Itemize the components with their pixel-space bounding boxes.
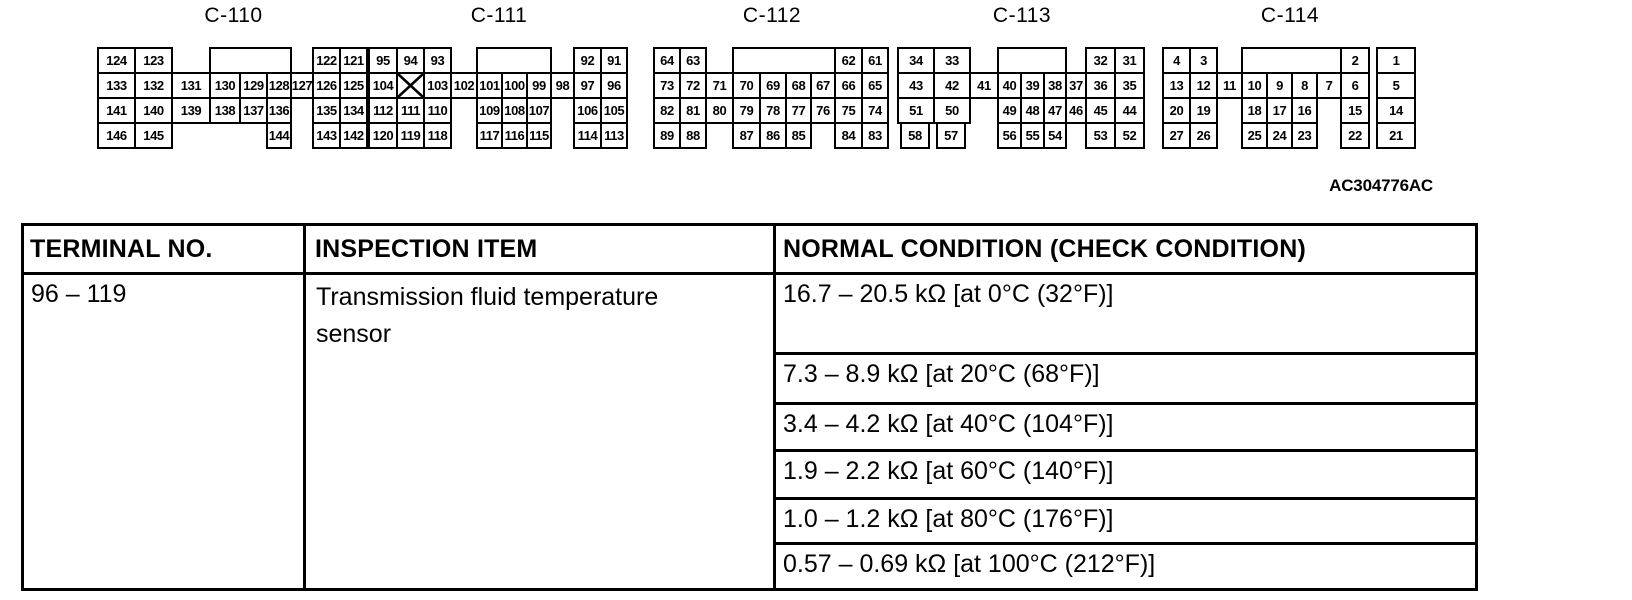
terminal-52: 52 — [1114, 122, 1145, 149]
terminal-83: 83 — [861, 122, 889, 149]
terminal-93: 93 — [423, 47, 452, 74]
terminal-19: 19 — [1189, 97, 1218, 124]
connector-title: C-111 — [470, 4, 528, 27]
terminal-68: 68 — [785, 72, 812, 99]
terminal-24: 24 — [1266, 122, 1293, 149]
terminal-100: 100 — [501, 72, 528, 99]
condition-row: 3.4 – 4.2 kΩ [at 40°C (104°F)] — [776, 405, 1475, 452]
table-header-row — [24, 226, 1475, 275]
connector-C-110 — [97, 0, 370, 155]
terminal-119: 119 — [396, 122, 425, 149]
terminal-5: 5 — [1376, 72, 1416, 99]
terminal-144: 144 — [266, 122, 292, 149]
terminal-31: 31 — [1114, 47, 1145, 74]
terminal-46: 46 — [1065, 97, 1087, 124]
terminal-103: 103 — [423, 72, 452, 99]
terminal-2: 2 — [1340, 47, 1370, 74]
terminal-108: 108 — [501, 97, 528, 124]
terminal-131: 131 — [171, 72, 211, 99]
terminal-47: 47 — [1043, 97, 1067, 124]
terminal-118: 118 — [423, 122, 452, 149]
terminal-115: 115 — [526, 122, 552, 149]
connector-title: C-114 — [1260, 4, 1320, 27]
terminal-114: 114 — [573, 122, 602, 149]
terminal-65: 65 — [861, 72, 889, 99]
connector-title: C-112 — [742, 4, 802, 27]
table-header-inspection-item: INSPECTION ITEM — [306, 226, 776, 272]
terminal-127: 127 — [290, 72, 314, 99]
terminal-41: 41 — [969, 72, 999, 99]
terminal-15: 15 — [1340, 97, 1370, 124]
terminal-13: 13 — [1162, 72, 1191, 99]
terminal-9: 9 — [1266, 72, 1293, 99]
terminal-142: 142 — [339, 122, 368, 149]
terminal-95: 95 — [368, 47, 398, 74]
terminal-132: 132 — [134, 72, 173, 99]
terminal-120: 120 — [368, 122, 398, 149]
terminal-64: 64 — [653, 47, 681, 74]
terminal-135: 135 — [312, 97, 341, 124]
terminal-17: 17 — [1266, 97, 1293, 124]
terminal-82: 82 — [653, 97, 681, 124]
terminal-34: 34 — [897, 47, 935, 74]
terminal-42: 42 — [933, 72, 971, 99]
terminal-109: 109 — [476, 97, 503, 124]
terminal-122: 122 — [312, 47, 341, 74]
terminal-44: 44 — [1114, 97, 1145, 124]
blank-cell — [209, 47, 292, 74]
terminal-146: 146 — [97, 122, 136, 149]
condition-row: 1.9 – 2.2 kΩ [at 60°C (140°F)] — [776, 452, 1475, 500]
terminal-40: 40 — [997, 72, 1022, 99]
terminal-43: 43 — [897, 72, 935, 99]
terminal-36: 36 — [1085, 72, 1116, 99]
terminal-54: 54 — [1043, 122, 1067, 149]
terminal-86: 86 — [759, 122, 787, 149]
terminal-121: 121 — [339, 47, 368, 74]
terminal-79: 79 — [732, 97, 761, 124]
terminal-1: 1 — [1376, 47, 1416, 74]
terminal-48: 48 — [1020, 97, 1045, 124]
connector-title: C-110 — [204, 4, 263, 27]
terminal-69: 69 — [759, 72, 787, 99]
figure-code: AC304776AC — [1329, 176, 1433, 195]
terminal-92: 92 — [573, 47, 602, 74]
terminal-134: 134 — [339, 97, 368, 124]
terminal-117: 117 — [476, 122, 503, 149]
terminal-141: 141 — [97, 97, 136, 124]
terminal-53: 53 — [1085, 122, 1116, 149]
terminal-10: 10 — [1241, 72, 1268, 99]
terminal-75: 75 — [834, 97, 863, 124]
table-header-terminal-no: TERMINAL NO. — [24, 226, 306, 272]
terminal-89: 89 — [653, 122, 681, 149]
terminal-61: 61 — [861, 47, 889, 74]
normal-condition-cell — [776, 275, 1475, 588]
connector-C-113 — [897, 0, 1147, 155]
terminal-91: 91 — [600, 47, 628, 74]
terminal-11: 11 — [1216, 72, 1243, 99]
terminal-105: 105 — [600, 97, 628, 124]
terminal-70: 70 — [732, 72, 761, 99]
terminal-16: 16 — [1291, 97, 1318, 124]
terminal-124: 124 — [97, 47, 136, 74]
connector-title: C-113 — [992, 4, 1052, 27]
terminal-72: 72 — [679, 72, 707, 99]
terminal-14: 14 — [1376, 97, 1416, 124]
terminal-74: 74 — [861, 97, 889, 124]
terminal-55: 55 — [1020, 122, 1045, 149]
blank-cell — [476, 47, 552, 74]
terminal-123: 123 — [134, 47, 173, 74]
terminal-145: 145 — [134, 122, 173, 149]
terminal-81: 81 — [679, 97, 707, 124]
terminal-87: 87 — [732, 122, 761, 149]
terminal-94: 94 — [396, 47, 425, 74]
terminal-6: 6 — [1340, 72, 1370, 99]
terminal-71: 71 — [705, 72, 734, 99]
terminal-116: 116 — [501, 122, 528, 149]
terminal-104: 104 — [368, 72, 398, 99]
terminal-96: 96 — [600, 72, 628, 99]
terminal-66: 66 — [834, 72, 863, 99]
terminal-57: 57 — [936, 122, 966, 149]
blank-cell — [997, 47, 1067, 74]
terminal-no-cell: 96 – 119 — [24, 275, 306, 588]
condition-row: 0.57 – 0.69 kΩ [at 100°C (212°F)] — [783, 550, 1156, 578]
terminal-85: 85 — [785, 122, 812, 149]
terminal-143: 143 — [312, 122, 341, 149]
terminal-63: 63 — [679, 47, 707, 74]
terminal-4: 4 — [1162, 47, 1191, 74]
terminal-27: 27 — [1162, 122, 1191, 149]
terminal-137: 137 — [239, 97, 268, 124]
terminal-113: 113 — [600, 122, 628, 149]
terminal-88: 88 — [679, 122, 707, 149]
connector-C-114 — [1162, 0, 1418, 155]
terminal-25: 25 — [1241, 122, 1268, 149]
terminal-77: 77 — [785, 97, 812, 124]
terminal-112: 112 — [368, 97, 398, 124]
terminal-18: 18 — [1241, 97, 1268, 124]
terminal-35: 35 — [1114, 72, 1145, 99]
connector-C-112 — [653, 0, 891, 155]
terminal-51: 51 — [897, 97, 935, 124]
terminal-62: 62 — [834, 47, 863, 74]
terminal-102: 102 — [450, 72, 478, 99]
terminal-110: 110 — [423, 97, 452, 124]
table-body-row — [24, 275, 1475, 588]
terminal-56: 56 — [997, 122, 1022, 149]
terminal-139: 139 — [171, 97, 211, 124]
blank-cell — [1241, 47, 1342, 74]
terminal-76: 76 — [810, 97, 836, 124]
terminal-101: 101 — [476, 72, 503, 99]
terminal-125: 125 — [339, 72, 368, 99]
terminal-106: 106 — [573, 97, 602, 124]
terminal-12: 12 — [1189, 72, 1218, 99]
terminal-22: 22 — [1340, 122, 1370, 149]
terminal-107: 107 — [526, 97, 552, 124]
terminal-20: 20 — [1162, 97, 1191, 124]
terminal-38: 38 — [1043, 72, 1067, 99]
terminal-133: 133 — [97, 72, 136, 99]
terminal-21: 21 — [1376, 122, 1416, 149]
terminal-39: 39 — [1020, 72, 1045, 99]
terminal-3: 3 — [1189, 47, 1218, 74]
terminal-98: 98 — [550, 72, 575, 99]
terminal-23: 23 — [1291, 122, 1318, 149]
terminal-45: 45 — [1085, 97, 1116, 124]
terminal-73: 73 — [653, 72, 681, 99]
inspection-table — [21, 223, 1478, 591]
blank-cell — [732, 47, 836, 74]
terminal-126: 126 — [312, 72, 341, 99]
terminal-128: 128 — [266, 72, 292, 99]
terminal-111: 111 — [396, 97, 425, 124]
inspection-item-cell — [306, 275, 776, 588]
terminal-140: 140 — [134, 97, 173, 124]
terminal-37: 37 — [1065, 72, 1087, 99]
terminal-97: 97 — [573, 72, 602, 99]
terminal-138: 138 — [209, 97, 241, 124]
terminal-8: 8 — [1291, 72, 1318, 99]
terminal-129: 129 — [239, 72, 268, 99]
condition-row: 16.7 – 20.5 kΩ [at 0°C (32°F)] — [776, 275, 1475, 355]
condition-row: 7.3 – 8.9 kΩ [at 20°C (68°F)] — [776, 355, 1475, 405]
condition-row: 1.0 – 1.2 kΩ [at 80°C (176°F)] — [776, 500, 1475, 545]
terminal-50: 50 — [933, 97, 971, 124]
terminal-78: 78 — [759, 97, 787, 124]
terminal-32: 32 — [1085, 47, 1116, 74]
terminal-130: 130 — [209, 72, 241, 99]
terminal-99: 99 — [526, 72, 552, 99]
terminal-26: 26 — [1189, 122, 1218, 149]
table-header-normal-condition: NORMAL CONDITION (CHECK CONDITION) — [783, 234, 1306, 263]
connector-C-111 — [368, 0, 630, 155]
inspection-item-text: Transmission fluid temperature sensor — [316, 283, 659, 348]
terminal-58: 58 — [900, 122, 930, 149]
terminal-49: 49 — [997, 97, 1022, 124]
terminal-136: 136 — [266, 97, 292, 124]
terminal-80: 80 — [705, 97, 734, 124]
crossed-cell — [396, 72, 425, 99]
terminal-67: 67 — [810, 72, 836, 99]
terminal-33: 33 — [933, 47, 971, 74]
terminal-7: 7 — [1316, 72, 1342, 99]
terminal-84: 84 — [834, 122, 863, 149]
